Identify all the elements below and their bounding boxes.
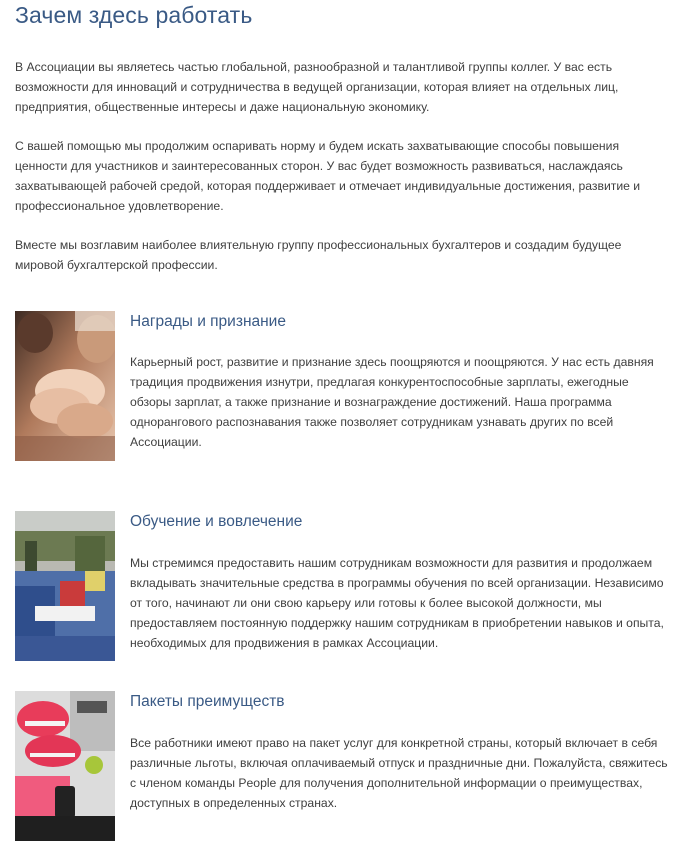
feature-text-benefits: Все работники имеют право на пакет услуг для конкретной страны, который включает в себя различные льготы, включая оплачиваемый отпуск и праздничные дни. Пожалуйста, свяжитесь с членом команды People для получения дополнительной информации о преимуществах, доступных в определенных странах. bbox=[130, 736, 668, 810]
feature-text-learning: Мы стремимся предоставить нашим сотрудникам возможности для развития и продолжаем вкладывать значительные средства в программы обучения по всей организации. Независимо от того, начинают ли они свою карьеру или готовы к более высокой должности, мы предоставляем постоянную поддержку нашим сотрудникам в приобретении навыков и опыта, необходимых для продвижения в рамках Ассоциации. bbox=[130, 556, 664, 650]
applause-image bbox=[15, 311, 115, 461]
event-crowd-image bbox=[15, 511, 115, 661]
intro-paragraph: С вашей помощью мы продолжим оспаривать норму и будем искать захватывающие способы повышения ценности для участников и заинтересованных сторон. У вас будет возможность развиваться, наслаждаясь захватывающей рабочей средой, которая поддерживает и отмечает индивидуальные достижения, развитие и профессиональное удовлетворение. bbox=[15, 139, 641, 213]
intro-paragraph: В Ассоциации вы являетесь частью глобальной, разнообразной и талантливой группы коллег. У вас есть возможности для инноваций и сотрудничества в ведущей организации, которая влияет на отдельных лиц, предприятия, общественные интересы и даже национальную экономику. bbox=[15, 60, 619, 114]
intro-paragraph: Вместе мы возглавим наиболее влиятельную группу профессиональных бухгалтеров и создадим будущее мировой бухгалтерской профессии. bbox=[15, 238, 622, 272]
page-title: Зачем здесь работать bbox=[15, 2, 253, 28]
feature-title-awards: Награды и признание bbox=[130, 313, 286, 330]
feature-title-learning: Обучение и вовлечение bbox=[130, 513, 303, 530]
feature-title-benefits: Пакеты преимуществ bbox=[130, 693, 285, 710]
sport-gear-image bbox=[15, 691, 115, 841]
feature-text-awards: Карьерный рост, развитие и признание здесь поощряются и поощряются. У нас есть давняя традиция продвижения изнутри, предлагая конкурентоспособные зарплаты, ежегодные обзоры зарплат, а также признание и вознаграждение достижений. Наша программа однорангового распознавания также позволяет сотрудникам узнавать других по всей Ассоциации. bbox=[130, 355, 654, 449]
